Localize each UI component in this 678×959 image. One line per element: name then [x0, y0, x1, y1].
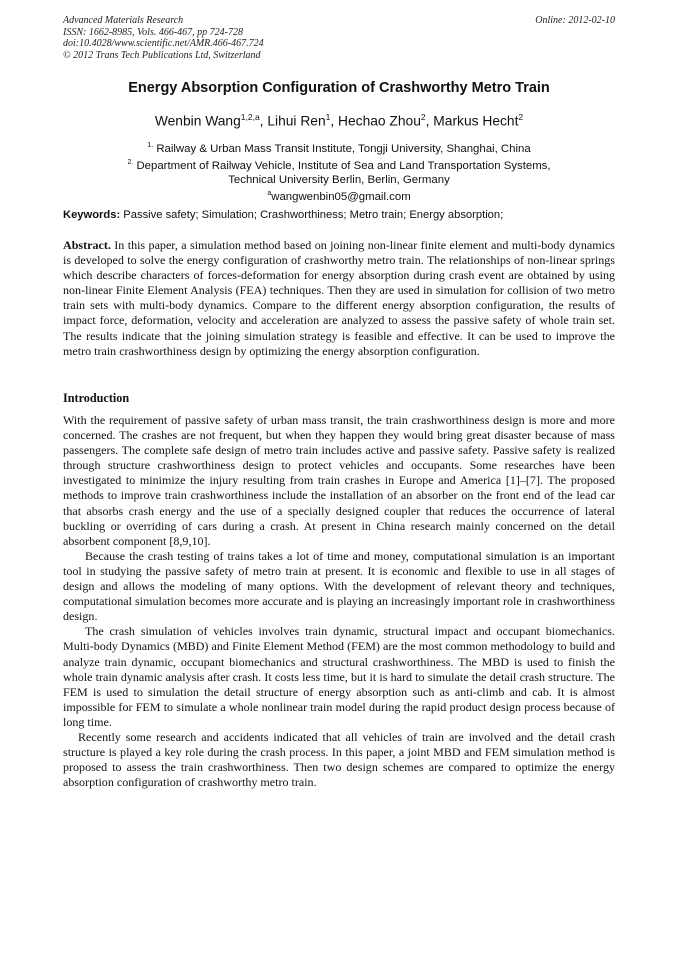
- intro-paragraph-3: The crash simulation of vehicles involves train dynamic, structural impact and occupant biomechanics. Multi-body Dynamics (MBD) and Finite Element Method (FEM) are the most common methodology to build and analyze train dynamic, occupant biomechanics and structural crashworthiness. The MBD is used to finish the whole train dynamic analysis after crash. It costs less time, but it is hard to simulate the detail crash structure. The FEM is used to simulation the detail structure of energy absorption such as anti-climb and cab. It is almost impossible for FEM to simulate a whole nonlinear train model during the rapid product design process because of long time.: [63, 624, 615, 729]
- author-name: Wenbin Wang: [154, 113, 241, 129]
- author-separator: ,: [259, 113, 268, 129]
- affiliation-text: Railway & Urban Mass Transit Institute, Tongji University, Shanghai, China: [156, 142, 531, 155]
- author-name: Hechao Zhou: [338, 113, 421, 129]
- affiliation-2: [0, 156, 678, 173]
- keywords-line: [63, 209, 623, 221]
- intro-paragraph-2: Because the crash testing of trains takes a lot of time and money, computational simulation is an important tool in studying the passive safety of metro train at present. It is economic and flexible to use in all stages of design and allows the modeling of many options. With the development of relevant theory and techniques, computational simulation becomes more accurate and is playing an increasingly important role in crashworthiness design.: [63, 548, 615, 624]
- paper-title: Energy Absorption Configuration of Crashworthy Metro Train: [128, 80, 550, 96]
- intro-paragraph-1: With the requirement of passive safety of urban mass transit, the train crashworthiness design is more and more concerned. The crashes are not frequent, but when they happen they would bring great disaster because of mass passengers. The complete safe design of metro train includes active and passive safety. Passive safety is realized through structure crashworthiness design to protect vehicles and occupants. Some researches have been investigated to minimize the injury resulting from train crashes in Europe and America [1]–[7]. The proposed methods to improve train crashworthiness include the installation of an absorber on the front end of the lead car that absorbs crash energy and the use of a specially designed coupler that reduces the occurrence of lateral buckling or overriding of cars during a crash. At present in China research mainly concerned on the detail absorbent component [8,9,10].: [63, 413, 615, 548]
- abstract-text: In this paper, a simulation method based on joining non-linear finite element and multi-body dynamics is developed to solve the energy configuration of crashworthy metro train. The relationships of non-linear springs which describe characters of forces-deformation for energy absorption during crash event are obtained by using non-linear Finite Element Analysis (FEA) techniques. Then they are used in simulation for collision of two metro train sets with multi-body dynamics. Compare to the different energy absorption configuration, the results of impact force, deformation, velocity and acceleration are analyzed to assess the passive safety of whole train set. The results indicate that the joining simulation strategy is feasible and effective. It can be used to improve the metro train crashworthiness design by optimizing the energy absorption configuration.: [63, 238, 615, 358]
- author-affiliation-mark: 1,2,a: [240, 112, 260, 122]
- author-affiliation-mark: 1: [325, 112, 331, 122]
- author-affiliation-mark: 2: [518, 112, 524, 122]
- email-address: wangwenbin05@gmail.com: [271, 191, 411, 203]
- affiliation-1: [0, 139, 678, 156]
- copyright-line: © 2012 Trans Tech Publications Ltd, Switzerland: [63, 49, 261, 61]
- online-date: Online: 2012-02-10: [535, 15, 615, 26]
- affiliation-mark: 1.: [147, 142, 154, 149]
- doi-line: doi:10.4028/www.scientific.net/AMR.466-467.724: [63, 38, 264, 49]
- introduction-body: [63, 413, 615, 790]
- abstract-label: Abstract.: [63, 238, 111, 252]
- affiliations: [0, 139, 678, 204]
- journal-name: Advanced Materials Research: [63, 15, 184, 26]
- affiliation-2-continued: Technical University Berlin, Berlin, Germany: [228, 174, 450, 186]
- keywords-text: Passive safety; Simulation; Crashworthiness; Metro train; Energy absorption;: [120, 209, 504, 221]
- journal-header: [63, 15, 463, 61]
- intro-paragraph-4: Recently some research and accidents indicated that all vehicles of train are involved and the detail crash structure is played a key role during the crash process. In this paper, a joint MBD and FEM simulation method is proposed to assess the train crashworthiness. Then two design schemes are compared to optimize the energy absorption configuration of crashworthy metro train.: [63, 729, 615, 790]
- author-affiliation-mark: 2: [420, 112, 426, 122]
- affiliation-mark: 2.: [127, 159, 134, 166]
- author-separator: ,: [425, 113, 434, 129]
- email-mark: a: [267, 190, 272, 198]
- issn-line: ISSN: 1662-8985, Vols. 466-467, pp 724-728: [63, 26, 243, 38]
- author-separator: ,: [330, 113, 339, 129]
- affiliation-text: Department of Railway Vehicle, Institute of Sea and Land Transportation Systems,: [136, 159, 551, 172]
- abstract-paragraph: [63, 238, 615, 359]
- keywords-label: Keywords:: [63, 209, 121, 221]
- author-list: [0, 112, 678, 129]
- section-heading-introduction: Introduction: [63, 391, 130, 405]
- contact-email: [0, 187, 678, 204]
- author-name: Lihui Ren: [267, 113, 326, 129]
- author-name: Markus Hecht: [433, 113, 519, 129]
